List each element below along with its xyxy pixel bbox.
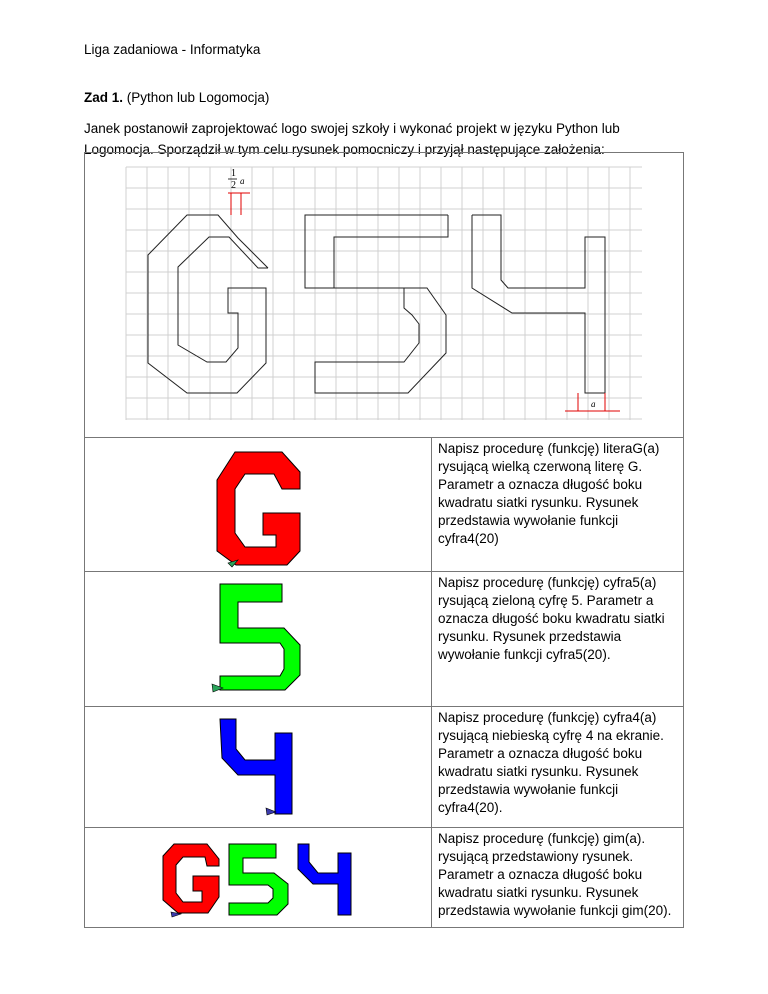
row-3-description: Napisz procedurę (funkcję) cyfra4(a) rysującą niebieską cyfrę 4 na ekranie. Parametr a oznacza długość boku kwadratu siatki rysunku. Rysunek przedstawia wywołanie funkcji cyfra4(20). (438, 710, 664, 815)
task-intro-line-1: Janek postanowił zaprojektować logo swojej szkoły i wykonać projekt w języku Python lub (84, 121, 620, 136)
g54-drawing (163, 844, 351, 917)
bottom-a-label: a (591, 399, 596, 409)
task-label: Zad 1. (84, 90, 124, 105)
half-a-label: a (240, 176, 245, 186)
row-2-description: Napisz procedurę (funkcję) cyfra5(a) rysującą zieloną cyfrę 5. Parametr a oznacza długość boku kwadratu siatki rysunku. Rysunek przedstawia wywołanie funkcji cyfra5(20). (438, 575, 665, 662)
sketch-outlines (148, 215, 605, 393)
sketch-grid (126, 167, 642, 420)
task-language: (Python lub Logomocja) (123, 90, 270, 105)
red-g-drawing (217, 452, 300, 567)
row-4-description: Napisz procedurę (funkcję) gim(a). rysującą przedstawiony rysunek. Parametr a oznacza długość boku kwadratu siatki rysunku. Rysunek przedstawia wywołanie funkcji gim(20). (438, 831, 672, 918)
half-denominator: 2 (231, 180, 236, 191)
letter-g-outline (148, 215, 268, 393)
row-1-description: Napisz procedurę (funkcję) literaG(a) rysującą wielką czerwoną literę G. Parametr a oznacza długość boku kwadratu siatki rysunku. Rysunek przedstawia wywołanie funkcji cyfra4(20) (438, 441, 660, 546)
page-header: Liga zadaniowa - Informatyka (84, 42, 261, 57)
half-numerator: 1 (231, 168, 236, 179)
dimension-marks (228, 193, 620, 411)
digit-4-outline (472, 215, 605, 393)
task-intro-line-2: Logomocja. Sporządził w tym celu rysunek pomocniczy i przyjął następujące założenia: (84, 142, 605, 157)
green-5-drawing (212, 584, 300, 692)
digit-5-outline (305, 215, 448, 393)
blue-4-drawing (220, 719, 292, 815)
